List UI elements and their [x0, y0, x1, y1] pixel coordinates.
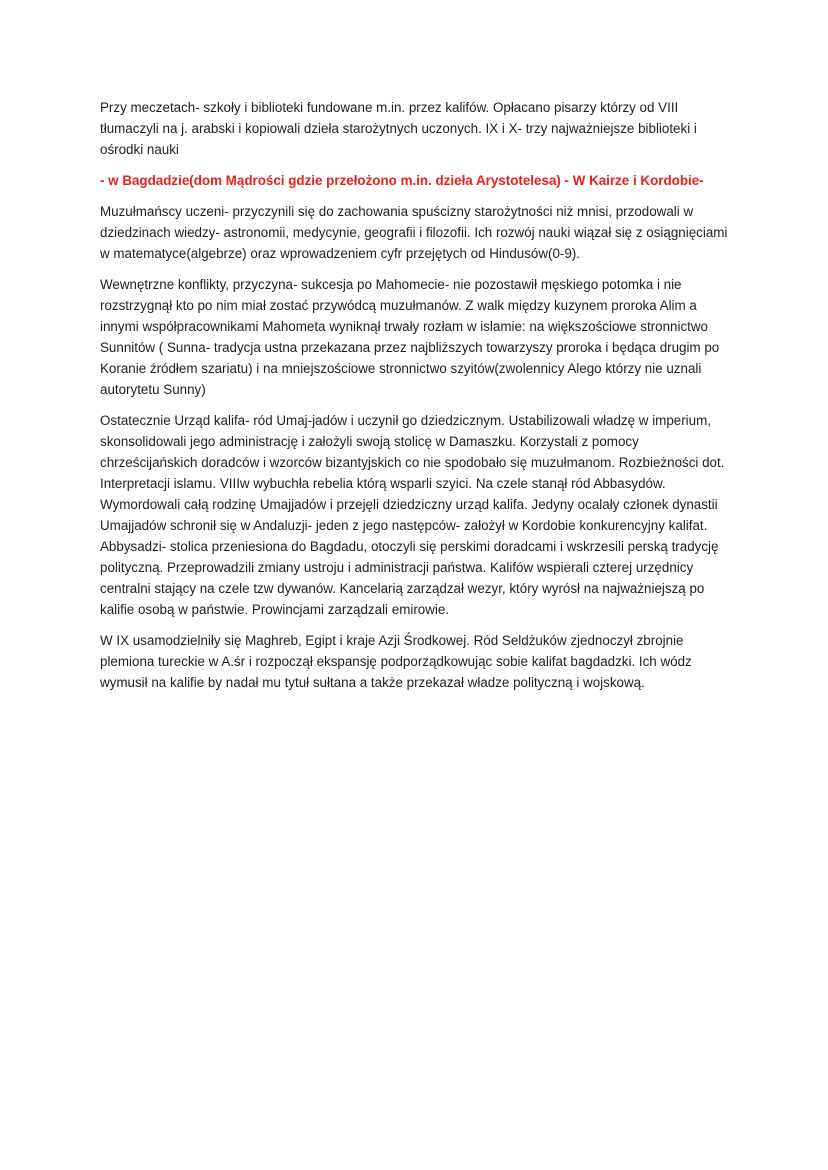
paragraph-scholars: Muzułmańscy uczeni- przyczynili się do zachowania spuścizny starożytności niż mnisi, przodowali w dziedzinach wiedzy- astronomii, medycynie, geografii i filozofii. Ich rozwój nauki wiązał się z osiągnięciami w matematyce(algebrze) oraz wprowadzeniem cyfr przejętych od Hindusów(0-9). [100, 204, 728, 261]
paragraph-seljuks: W IX usamodzielniły się Maghreb, Egipt i kraje Azji Środkowej. Ród Seldżuków zjednoczył zbrojnie plemiona tureckie w A.śr i rozpoczął ekspansję podporządkowując sobie kalifat bagdadzki. Ich wódz wymusił na kalifie by nadał mu tytuł sułtana a także przekazał władze polityczną i wojskową. [100, 633, 692, 690]
paragraph-libraries: Przy meczetach- szkoły i biblioteki fundowane m.in. przez kalifów. Opłacano pisarzy którzy od VIII tłumaczyli na j. arabski i kopiowali dzieła starożytnych uczonych. IX i X- trzy najważniejsze biblioteki i ośrodki nauki [100, 100, 697, 157]
paragraph-highlight-cities: - w Bagdadzie(dom Mądrości gdzie przełożono m.in. dzieła Arystotelesa) - W Kairze i Kordobie- [100, 173, 704, 188]
paragraph-caliph-office: Ostatecznie Urząd kalifa- ród Umaj-jadów i uczynił go dziedzicznym. Ustabilizowali władzę w imperium, skonsolidowali jego administrację i założyli swoją stolicę w Damaszku. Korzystali z pomocy chrześcijańskich doradców i wzorców bizantyjskich co nie spodobało się muzułmanom. Rozbieżności dot. Interpretacji islamu. VIIIw wybuchła rebelia którą wsparli szyici. Na czele stanął ród Abbasydów. Wymordowali całą rodzinę Umajjadów i przejęli dziedziczny urząd kalifa. Jedyny ocalały członek dynastii Umajjadów schronił się w Andaluzji- jeden z jego następców- założył w Kordobie konkurencyjny kalifat. Abbysadzi- stolica przeniesiona do Bagdadu, otoczyli się perskimi doradcami i wskrzesili perską tradycję polityczną. Przeprowadzili zmiany ustroju i administracji państwa. Kalifów wspierali czterej urzędnicy centralni stający na czele tzw dywanów. Kancelarią zarządzał wezyr, który wyrósł na najważniejszą po kalifie osobą w państwie. Prowincjami zarządzali emirowie. [100, 413, 725, 617]
document-page [100, 97, 736, 703]
paragraph-internal-conflicts: Wewnętrzne konflikty, przyczyna- sukcesja po Mahomecie- nie pozostawił męskiego potomka i nie rozstrzygnął kto po nim miał zostać przywódcą muzułmanów. Z walk między kuzynem proroka Alim a innymi współpracownikami Mahometa wyniknął trwały rozłam w islamie: na większościowe stronnictwo Sunnitów ( Sunna- tradycja ustna przekazana przez najbliższych towarzyszy proroka i będąca drugim po Koranie źródłem szariatu) i na mniejszościowe stronnictwo szyitów(zwolennicy Alego którzy nie uznali autorytetu Sunny) [100, 277, 720, 397]
